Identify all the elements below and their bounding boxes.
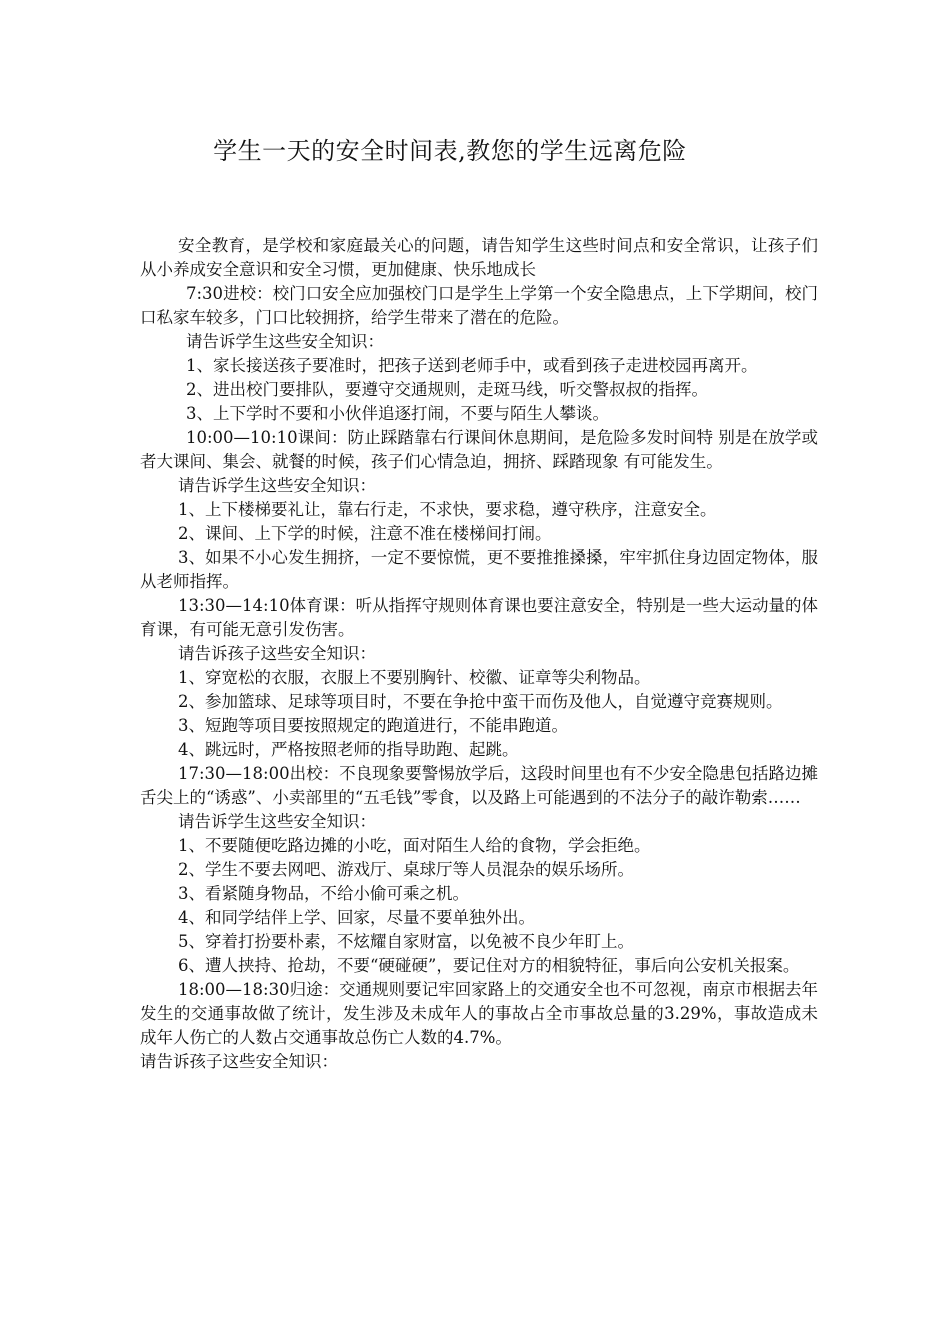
paragraph-1800: 18:00—18:30归途：交通规则要记牢回家路上的交通安全也不可忽视，南京市根据去年发生的交通事故做了统计，发生涉及未成年人的事故占全市事故总量的3.29%，事故造成未成年人伤亡的人数占交通事故总伤亡人数的4.7%。: [140, 980, 818, 1047]
paragraph-tips-heading: 请告诉孩子这些安全知识：: [140, 1052, 338, 1071]
paragraph-tip: 4、和同学结伴上学、回家，尽量不要单独外出。: [178, 908, 535, 927]
paragraph-tip: 5、穿着打扮要朴素，不炫耀自家财富，以免被不良少年盯上。: [178, 932, 634, 951]
document-body: [140, 234, 818, 1074]
paragraph-intro: 安全教育，是学校和家庭最关心的问题，请告知学生这些时间点和安全常识，让孩子们从小养成安全意识和安全习惯，更加健康、快乐地成长: [140, 236, 818, 279]
paragraph-1000: 10:00—10:10课间：防止踩踏靠右行课间休息期间，是危险多发时间特 别是在放学或者大课间、集会、就餐的时候，孩子们心情急迫，拥挤、踩踏现象 有可能发生。: [140, 428, 818, 471]
paragraph-tip: 3、如果不小心发生拥挤，一定不要惊慌，更不要推推搡搡，牢牢抓住身边固定物体，服从老师指挥。: [140, 548, 818, 591]
paragraph-tip: 1、家长接送孩子要准时，把孩子送到老师手中，或看到孩子走进校园再离开。: [186, 356, 758, 375]
paragraph-tip: 6、遭人挟持、抢劫，不要“硬碰硬”，要记住对方的相貌特征，事后向公安机关报案。: [178, 956, 800, 975]
paragraph-tip: 1、穿宽松的衣服，衣服上不要别胸针、校徽、证章等尖利物品。: [178, 668, 651, 687]
paragraph-tip: 2、课间、上下学的时候，注意不准在楼梯间打闹。: [178, 524, 552, 543]
paragraph-tip: 2、参加篮球、足球等项目时，不要在争抢中蛮干而伤及他人，自觉遵守竞赛规则。: [178, 692, 783, 711]
paragraph-tip: 2、学生不要去网吧、游戏厅、桌球厅等人员混杂的娱乐场所。: [178, 860, 634, 879]
paragraph-0730: 7:30进校：校门口安全应加强校门口是学生上学第一个安全隐患点，上下学期间，校门口私家车较多，门口比较拥挤，给学生带来了潜在的危险。: [140, 284, 818, 327]
paragraph-1730: 17:30—18:00出校：不良现象要警惕放学后，这段时间里也有不少安全隐患包括路边摊舌尖上的“诱惑”、小卖部里的“五毛钱”零食，以及路上可能遇到的不法分子的敲诈勒索……: [140, 764, 818, 807]
paragraph-tip: 3、看紧随身物品，不给小偷可乘之机。: [178, 884, 469, 903]
paragraph-tip: 3、短跑等项目要按照规定的跑道进行，不能串跑道。: [178, 716, 568, 735]
paragraph-tip: 2、进出校门要排队，要遵守交通规则，走斑马线，听交警叔叔的指挥。: [186, 380, 708, 399]
paragraph-tip: 1、上下楼梯要礼让，靠右行走，不求快，要求稳，遵守秩序，注意安全。: [178, 500, 717, 519]
paragraph-tips-heading: 请告诉学生这些安全知识：: [186, 332, 384, 351]
paragraph-tips-heading: 请告诉孩子这些安全知识：: [178, 644, 376, 663]
paragraph-tip: 3、上下学时不要和小伙伴追逐打闹，不要与陌生人攀谈。: [186, 404, 609, 423]
document-title: 学生一天的安全时间表,教您的学生远离危险: [213, 137, 687, 165]
paragraph-tips-heading: 请告诉学生这些安全知识：: [178, 812, 376, 831]
paragraph-tip: 4、跳远时，严格按照老师的指导助跑、起跳。: [178, 740, 519, 759]
paragraph-tip: 1、不要随便吃路边摊的小吃，面对陌生人给的食物，学会拒绝。: [178, 836, 651, 855]
paragraph-1330: 13:30—14:10体育课：听从指挥守规则体育课也要注意安全，特别是一些大运动量的体育课，有可能无意引发伤害。: [140, 596, 818, 639]
paragraph-tips-heading: 请告诉学生这些安全知识：: [178, 476, 376, 495]
